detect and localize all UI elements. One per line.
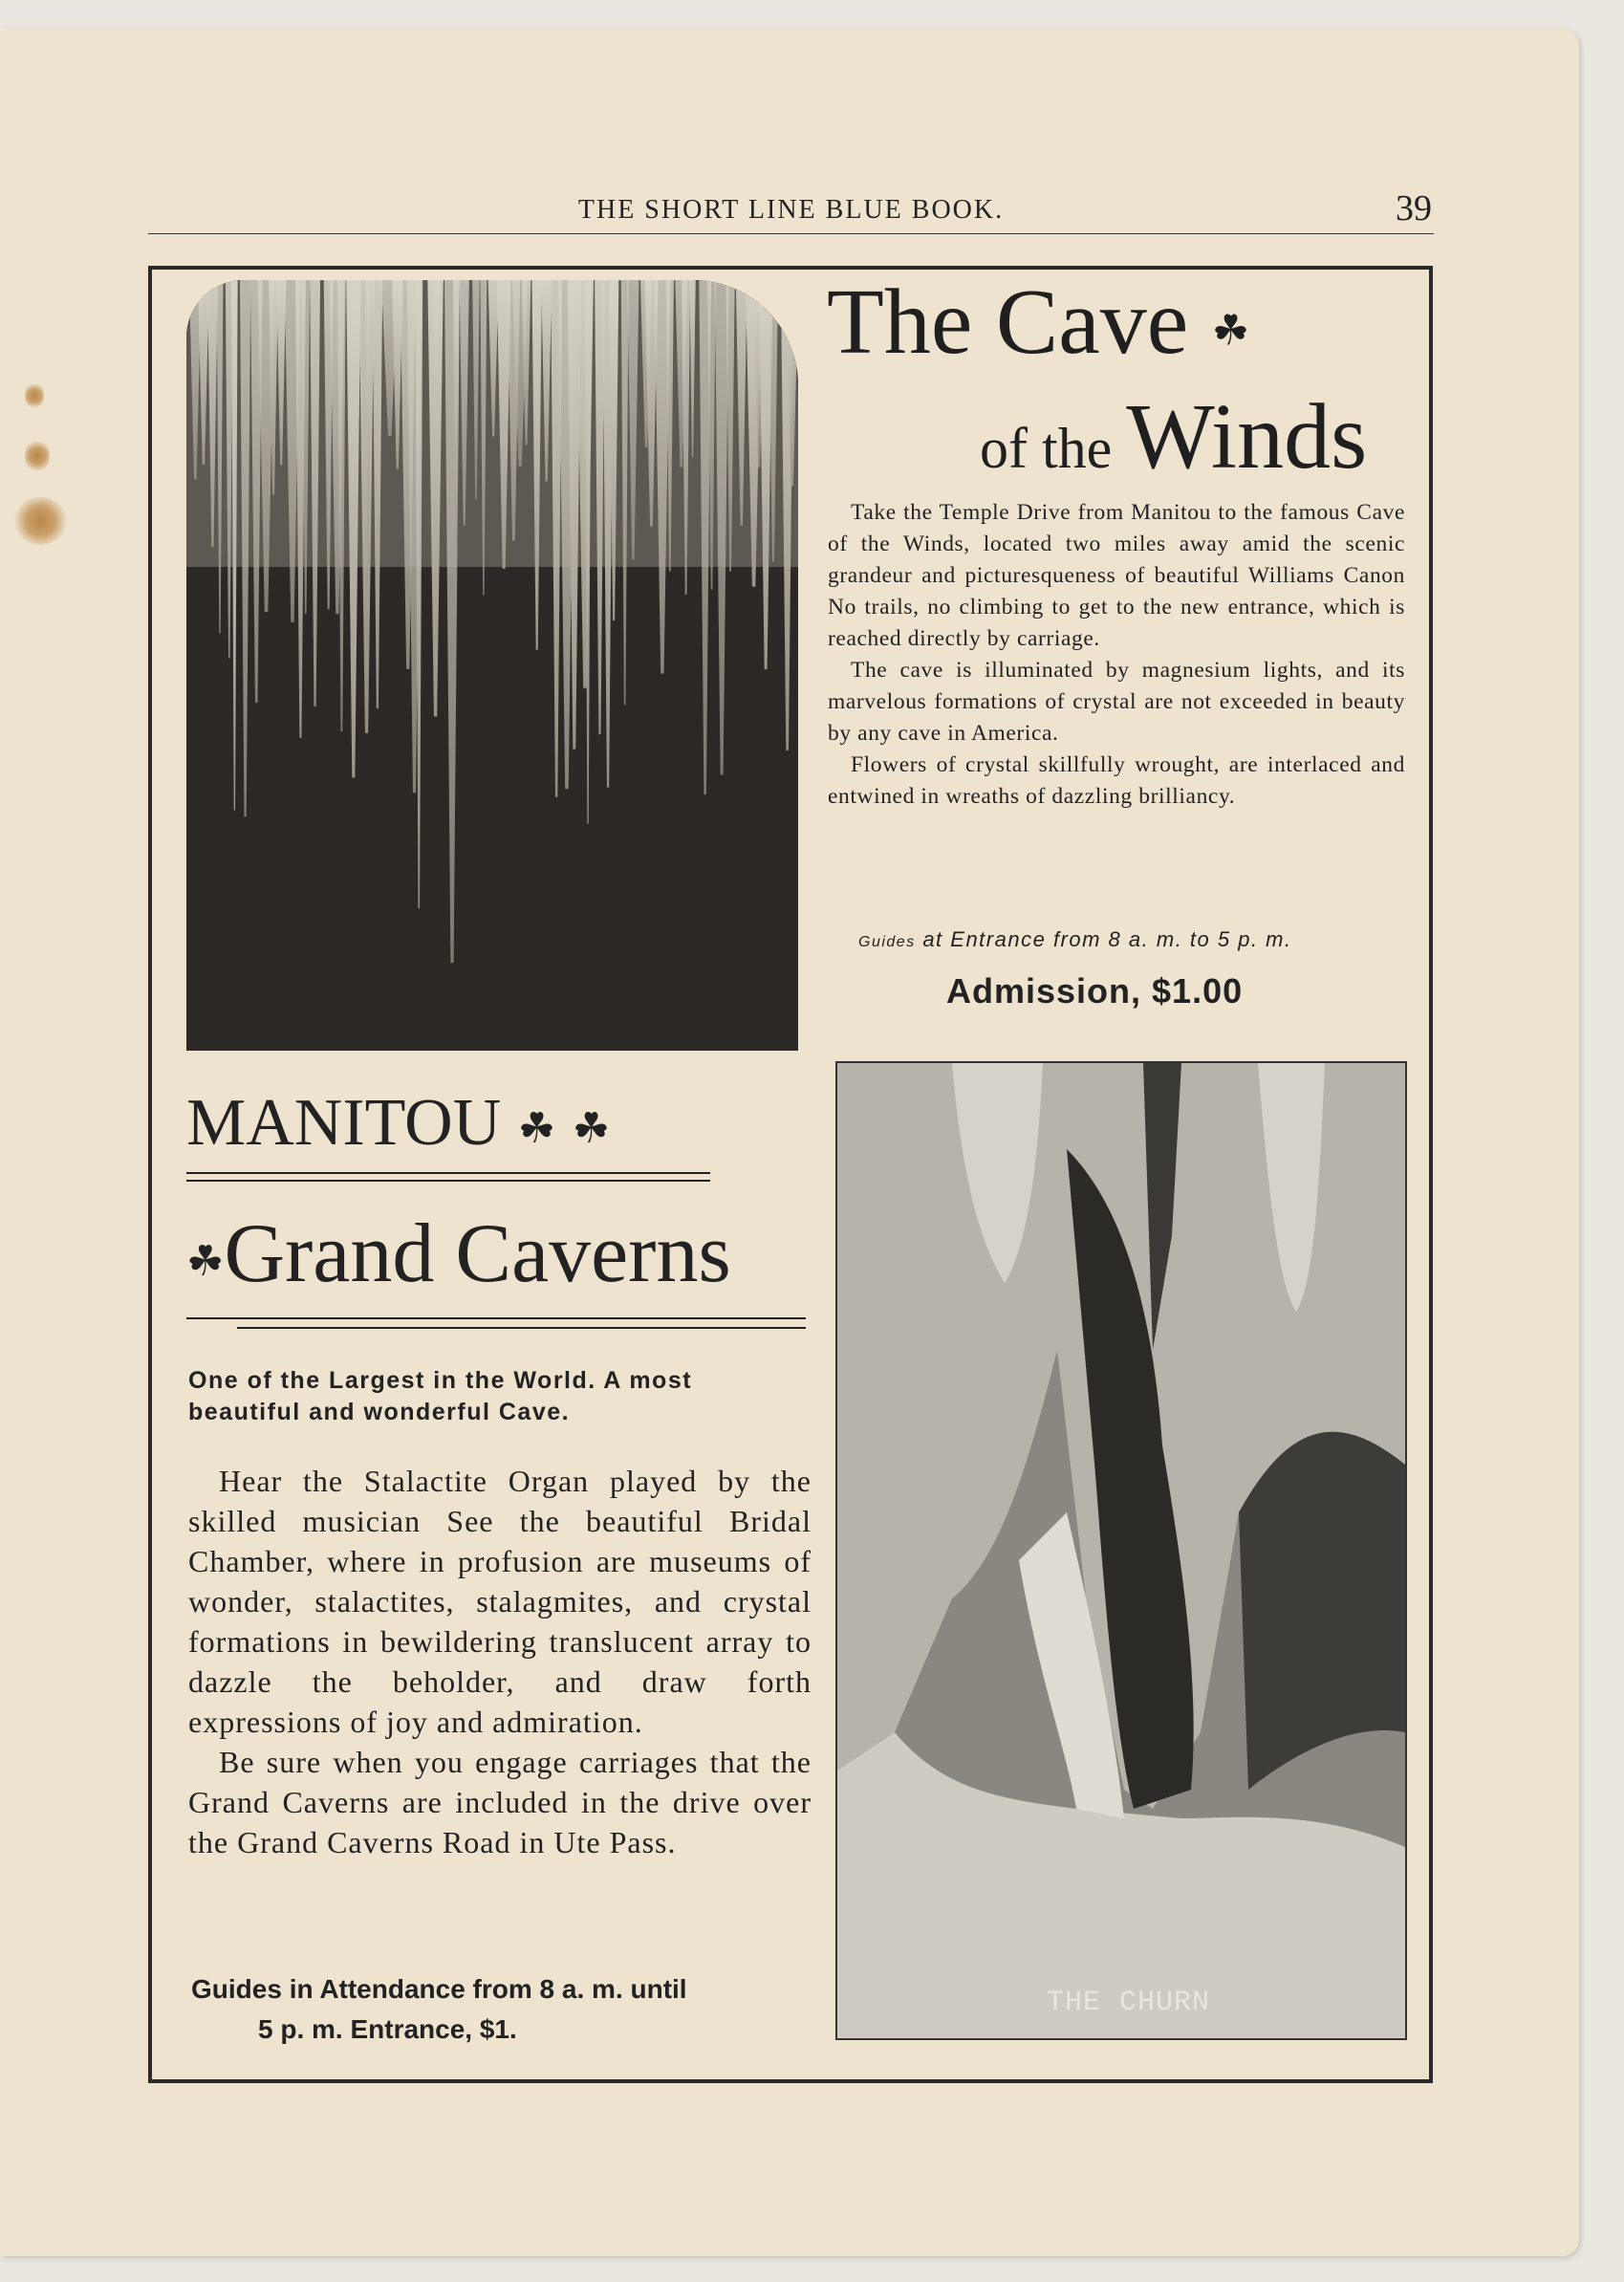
grand-caverns-body <box>188 1461 812 1862</box>
guides-line: Guides in Attendance from 8 a. m. until <box>191 1974 687 2004</box>
paragraph: Be sure when you engage carriages that the Grand Caverns are included in the drive over the Grand Caverns Road in Ute Pass. <box>188 1745 812 1859</box>
stalactites-illustration <box>186 280 798 1051</box>
the-churn-photo <box>835 1061 1407 2040</box>
heading-rule <box>237 1327 806 1329</box>
paragraph: Hear the Stalactite Organ played by the skilled musician See the beautiful Bridal Chamber, where in profusion are museums of wonder, stalactites, stalagmites, and crystal formations in bewildering translucent array to dazzle the beholder, and draw forth expressions of joy and admiration. <box>188 1464 812 1739</box>
cave-of-winds-title: The Cave ☘ <box>827 271 1250 374</box>
grand-caverns-tagline: One of the Largest in the World. A most beautiful and wonderful Cave. <box>188 1367 693 1425</box>
heading-rule <box>186 1172 710 1182</box>
foxing-stain <box>14 497 67 545</box>
guides-line: 5 p. m. Entrance, $1. <box>258 2014 517 2044</box>
churn-caption: THE CHURN <box>1047 1987 1211 2019</box>
page-number: 39 <box>1396 188 1432 228</box>
grand-caverns-guides <box>191 1969 822 2050</box>
paragraph: The cave is illuminated by magnesium lights, and its marvelous formations of crystal are not exceeded in beauty by any cave in America. <box>828 658 1405 746</box>
foxing-stain <box>25 382 44 409</box>
churn-illustration <box>837 1063 1405 2038</box>
cave-of-winds-body <box>828 497 1405 813</box>
cave-of-winds-guides: Guides at Entrance from 8 a. m. to 5 p. m. <box>858 927 1292 951</box>
clover-ornament-icon: ☘ <box>572 1104 611 1152</box>
running-head <box>148 188 1434 234</box>
paragraph: Take the Temple Drive from Manitou to the famous Cave of the Winds, located two miles away amid the scenic grandeur and picturesqueness of beautiful Williams Canon No trails, no climbing to get to the new entrance, which is reached directly by carriage. <box>828 500 1405 651</box>
stalactites-photo <box>186 280 798 1051</box>
clover-ornament-icon: ☘ <box>1211 307 1250 355</box>
manitou-heading: MANITOU ☘ ☘ <box>186 1086 611 1160</box>
clover-ornament-icon: ☘ <box>186 1237 225 1285</box>
admission-price: Admission, $1.00 <box>946 971 1244 1011</box>
cave-of-winds-title-line2: of the Winds <box>980 385 1368 489</box>
clover-ornament-icon: ☘ <box>517 1104 556 1152</box>
grand-caverns-heading: ☘Grand Caverns <box>186 1207 731 1300</box>
heading-rule <box>186 1317 806 1319</box>
running-title: THE SHORT LINE BLUE BOOK. <box>577 195 1005 225</box>
foxing-stain <box>25 440 50 472</box>
paragraph: Flowers of crystal skillfully wrought, are interlaced and entwined in wreaths of dazzling brilliancy. <box>828 752 1405 809</box>
